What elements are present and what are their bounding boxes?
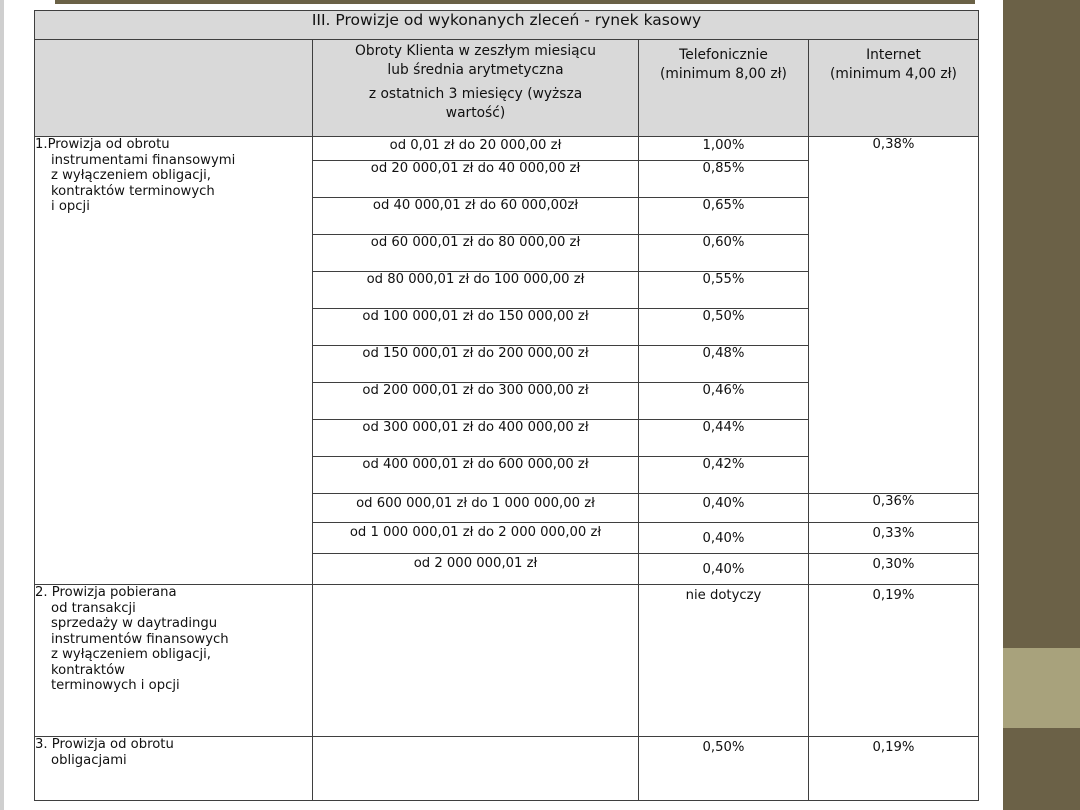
- header-internet-line1: Internet: [866, 47, 921, 63]
- section1-label: [35, 137, 313, 585]
- section2-label-line5: z wyłączeniem obligacji,: [51, 647, 211, 662]
- header-turnover-line4: wartość): [445, 105, 506, 121]
- internet-rate-merged: 0,38%: [809, 137, 979, 494]
- section3-label: [35, 737, 313, 801]
- section2-label-line7: terminowych i opcji: [51, 678, 180, 693]
- right-divider: [991, 0, 1003, 810]
- section3-phone-rate: 0,50%: [639, 737, 809, 801]
- header-internet: [809, 40, 979, 137]
- right-accent-block: [1003, 648, 1080, 728]
- tier-range: od 2 000 000,01 zł: [313, 554, 639, 585]
- tier-phone-rate: 0,40%: [639, 554, 809, 585]
- commission-table: [34, 10, 979, 801]
- tier-range: od 80 000,01 zł do 100 000,00 zł: [313, 272, 639, 309]
- section3-internet-rate: 0,19%: [809, 737, 979, 801]
- tier-range: od 600 000,01 zł do 1 000 000,00 zł: [313, 494, 639, 523]
- section2-label-line1: 2. Prowizja pobierana: [35, 585, 177, 600]
- section2-range-empty: [313, 585, 639, 737]
- tier-internet-rate: 0,33%: [809, 523, 979, 554]
- header-phone-line1: Telefonicznie: [679, 47, 768, 63]
- section2-phone-rate: nie dotyczy: [639, 585, 809, 737]
- tier-range: od 200 000,01 zł do 300 000,00 zł: [313, 383, 639, 420]
- header-turnover-line2: lub średnia arytmetyczna: [387, 62, 564, 78]
- section3-range-empty: [313, 737, 639, 801]
- tier-phone-rate: 0,50%: [639, 309, 809, 346]
- tier-range: od 20 000,01 zł do 40 000,00 zł: [313, 161, 639, 198]
- section1-label-line3: z wyłączeniem obligacji,: [51, 168, 211, 183]
- tier-phone-rate: 1,00%: [639, 137, 809, 161]
- section2-label-line4: instrumentów finansowych: [51, 631, 229, 647]
- section1-label-line1: 1.Prowizja od obrotu: [35, 137, 170, 152]
- header-turnover: [313, 40, 639, 137]
- header-blank: [35, 40, 313, 137]
- tier-phone-rate: 0,40%: [639, 494, 809, 523]
- section1-label-line2: instrumentami finansowymi: [51, 152, 236, 168]
- header-turnover-line1: Obroty Klienta w zeszłym miesiącu: [355, 43, 596, 59]
- tier-range: od 1 000 000,01 zł do 2 000 000,00 zł: [313, 523, 639, 554]
- section2-label-line6: kontraktów: [51, 662, 125, 678]
- table-title-row: [35, 11, 979, 40]
- section1-label-line5: i opcji: [51, 199, 90, 214]
- tier-range: od 400 000,01 zł do 600 000,00 zł: [313, 457, 639, 494]
- tier-range: od 300 000,01 zł do 400 000,00 zł: [313, 420, 639, 457]
- tier-range: od 60 000,01 zł do 80 000,00 zł: [313, 235, 639, 272]
- tier-range: od 40 000,01 zł do 60 000,00zł: [313, 198, 639, 235]
- tier-phone-rate: 0,48%: [639, 346, 809, 383]
- section2-label: [35, 585, 313, 737]
- tier-phone-rate: 0,44%: [639, 420, 809, 457]
- table-row: [35, 585, 979, 737]
- tier-phone-rate: 0,60%: [639, 235, 809, 272]
- table-row: [35, 737, 979, 801]
- tier-phone-rate: 0,65%: [639, 198, 809, 235]
- section2-internet-rate: 0,19%: [809, 585, 979, 737]
- table-title: III. Prowizje od wykonanych zleceń - rynek kasowy: [35, 11, 979, 40]
- slide-left-edge: [0, 0, 4, 810]
- table-header-row: [35, 40, 979, 137]
- top-rule: [55, 0, 975, 4]
- tier-internet-rate: 0,30%: [809, 554, 979, 585]
- table-row: [35, 137, 979, 161]
- tier-range: od 100 000,01 zł do 150 000,00 zł: [313, 309, 639, 346]
- section3-label-line2: obligacjami: [51, 752, 127, 768]
- tier-range: od 150 000,01 zł do 200 000,00 zł: [313, 346, 639, 383]
- header-phone: [639, 40, 809, 137]
- tier-phone-rate: 0,42%: [639, 457, 809, 494]
- section2-label-line3: sprzedaży w daytradingu: [51, 616, 218, 631]
- tier-internet-rate: 0,36%: [809, 494, 979, 523]
- section1-label-line4: kontraktów terminowych: [51, 183, 215, 199]
- header-phone-line2: (minimum 8,00 zł): [660, 66, 787, 82]
- tier-phone-rate: 0,85%: [639, 161, 809, 198]
- tier-phone-rate: 0,46%: [639, 383, 809, 420]
- section2-label-line2: od transakcji: [51, 600, 136, 616]
- tier-range: od 0,01 zł do 20 000,00 zł: [313, 137, 639, 161]
- tier-phone-rate: 0,40%: [639, 523, 809, 554]
- header-internet-line2: (minimum 4,00 zł): [830, 66, 957, 82]
- header-turnover-line3: z ostatnich 3 miesięcy (wyższa: [368, 86, 583, 102]
- section3-label-line1: 3. Prowizja od obrotu: [35, 737, 174, 752]
- tier-phone-rate: 0,55%: [639, 272, 809, 309]
